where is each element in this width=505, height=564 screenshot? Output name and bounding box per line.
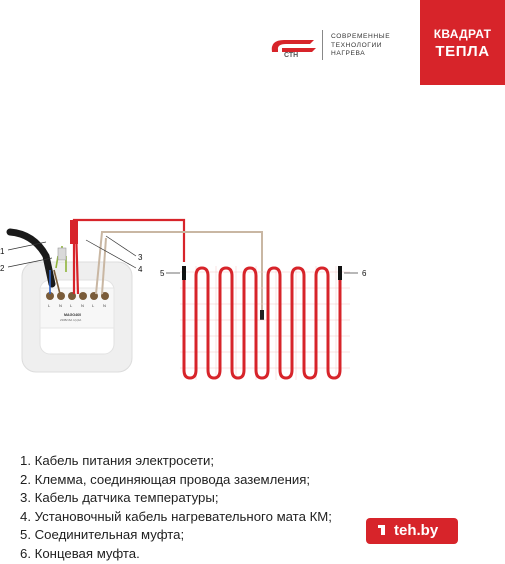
callout-1: 1 — [0, 247, 5, 256]
terminal-label: N — [103, 303, 106, 308]
legend-item: 6. Концевая муфта. — [20, 545, 140, 561]
callout-5: 5 — [160, 269, 165, 278]
site-name: teh.by — [394, 522, 439, 539]
thermostat-model: MAGO460 — [64, 313, 82, 317]
end-sleeve — [338, 266, 342, 280]
wiring-diagram — [0, 210, 380, 390]
sensor-tip — [260, 310, 264, 320]
heating-mat — [180, 266, 350, 380]
stn-abbrev: СТН — [284, 52, 299, 59]
legend-item: 1. Кабель питания электросети; — [20, 453, 215, 468]
brand-logo-kvadrat-tepla — [420, 0, 505, 85]
legend-item: 5. Соединительная муфта; — [20, 527, 185, 543]
legend-item: 2. Клемма, соединяющая провода заземления; — [20, 471, 311, 487]
stn-tagline-line: НАГРЕВА — [331, 50, 366, 58]
legend-item: 3. Кабель датчика температуры; — [20, 490, 219, 506]
stn-tagline-line: ТЕХНОЛОГИИ — [331, 41, 383, 49]
callout-2: 2 — [0, 264, 5, 273]
legend-item: 4. Установочный кабель нагревательного мата КМ; — [20, 508, 332, 524]
legend — [20, 452, 332, 564]
callout-6: 6 — [362, 269, 367, 278]
stn-tagline — [331, 33, 390, 59]
terminal-label: L — [70, 303, 73, 308]
callout-4: 4 — [138, 265, 143, 274]
brand-line-1: КВАДРАТ — [433, 27, 492, 41]
connection-sleeve — [182, 266, 186, 280]
brand-line-2: ТЕПЛА — [435, 43, 490, 60]
callout-3: 3 — [138, 253, 143, 262]
terminal-label: N — [59, 303, 62, 308]
site-watermark — [366, 518, 458, 544]
terminal-label: N — [81, 303, 84, 308]
terminal-label: L — [48, 303, 51, 308]
stn-tagline-line: СОВРЕМЕННЫЕ — [331, 33, 391, 40]
terminal-label: L — [92, 303, 95, 308]
thermostat-spec: 230В/16А 1(x)4А — [60, 318, 82, 322]
ground-clamp — [58, 248, 66, 260]
stn-divider — [322, 30, 323, 60]
teh-logo-icon — [376, 521, 392, 537]
